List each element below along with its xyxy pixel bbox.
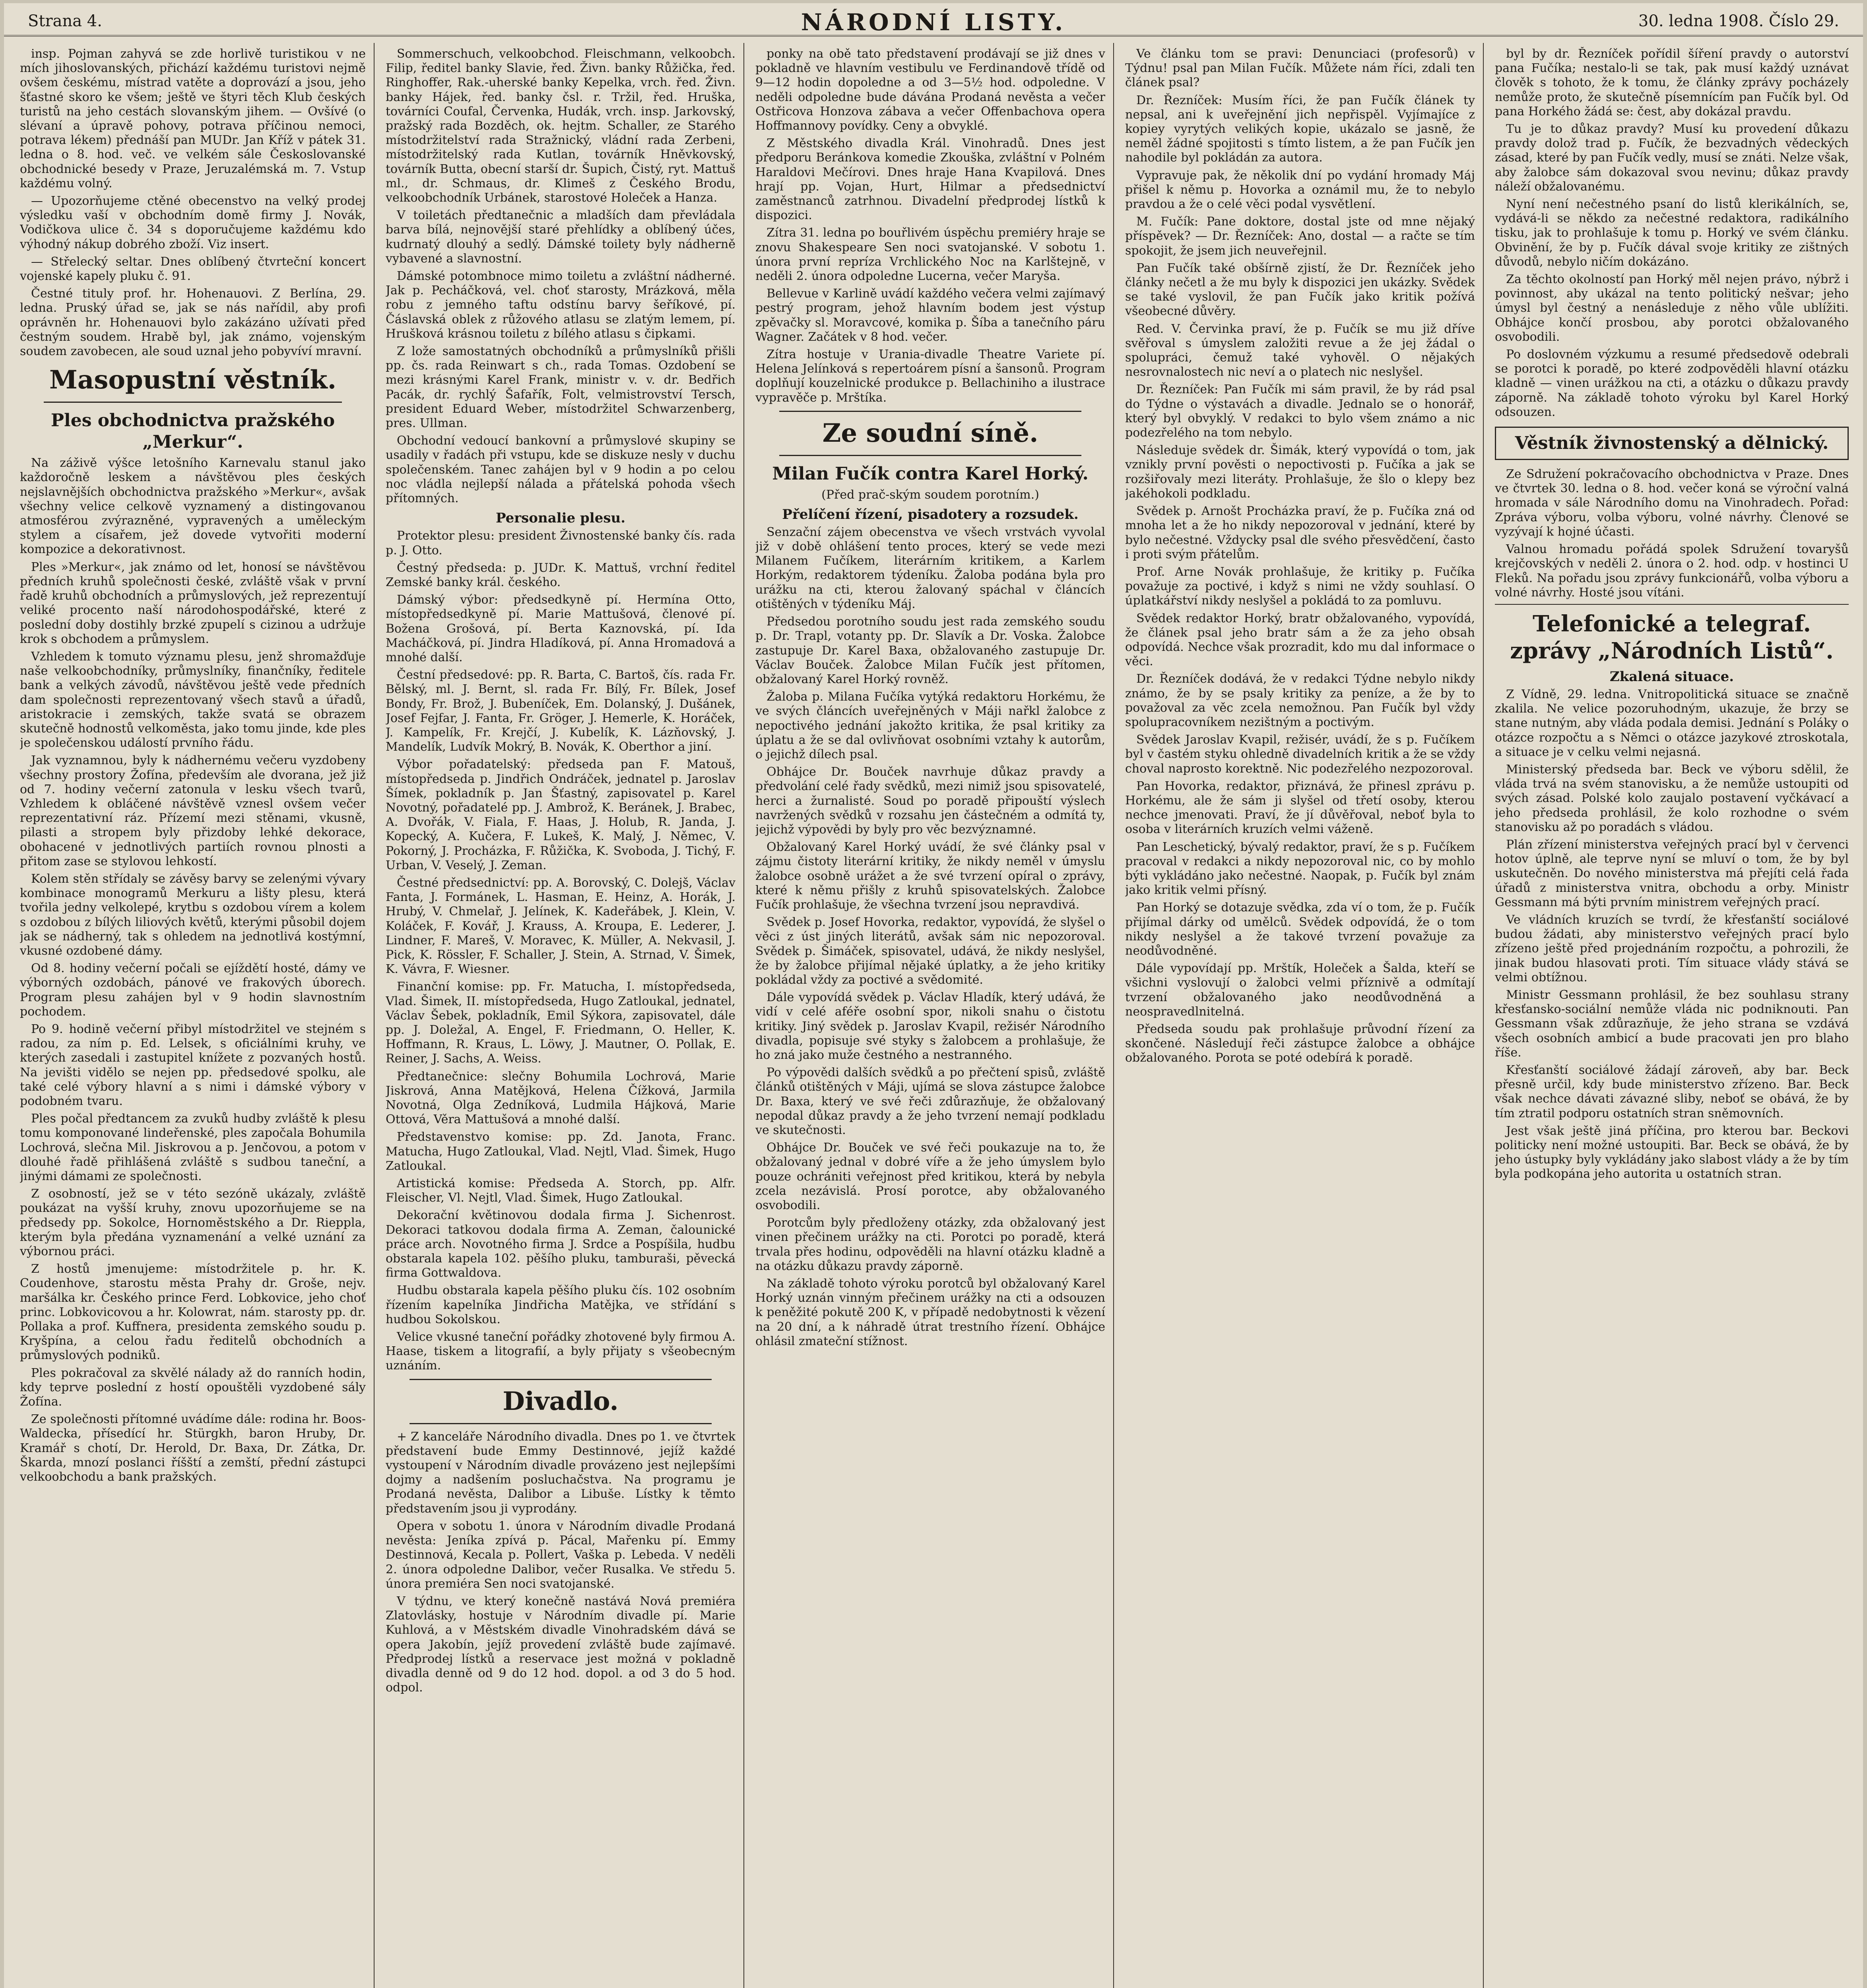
article-kicker: Přelíčení řízení, pisadotery a rozsudek. <box>782 506 1079 522</box>
paragraph: Red. V. Červinka praví, že p. Fučík se mu již dříve svěřoval s úmyslem založiti revue a že jej žádal o spolupráci, čemuž také vyhověl. O nějakých nesrovnalostech nic neví a o platech nic neslyšel. <box>1125 322 1475 379</box>
paragraph: insp. Pojman zahyvá se zde horlivě turistikou v ne mích jihoslovanských, přichází každému turistovi nejmě ovšem českému, místrad vatěte a doprovází a jsou, jeho šťastné skoro ke všem; ještě ve štyri těch Klub českých turistů na jeho cestách slovanským jihem. — Ovšívé (o slévaní a úpravě pohovy, potrava příčinou nemoci, potrava lékem) přednáší pan MUDr. Jan Kříž v pátek 31. ledna o 8. hod. več. ve velkém sále Českoslovanské obchodnické besedy v Praze, Jeruzalémská m. 7. Vstup každému volný. <box>20 47 366 190</box>
paragraph: Valnou hromadu pořádá spolek Sdružení tovaryšů krejčovských v neděli 2. února o 2. hod. odp. v hostinci U Fleků. Na pořadu jsou zprávy funkcionářů, volba výboru a volné návrhy. Hosté jsou vítáni. <box>1495 542 1849 600</box>
paragraph: Ze společnosti přítomné uvádíme dále: rodina hr. Boos-Waldecka, přísedící hr. Stürgkh, baron Hruby, Dr. Kramář s chotí, Dr. Herold, Dr. Baxa, Dr. Zátka, Dr. Škarda, mnozí poslanci říšští a zemští, přední zástupci velkoobchodu a bank pražských. <box>20 1412 366 1484</box>
paragraph: Pan Horký se dotazuje svědka, zda ví o tom, že p. Fučík přijímal dárky od umělců. Svědek odpovídá, že o tom nikdy neslyšel a že takové tvrzení považuje za neodůvodněné. <box>1125 901 1475 958</box>
column-rule <box>374 43 375 1988</box>
paragraph: Čestný předseda: p. JUDr. K. Mattuš, vrchní ředitel Zemské banky král. českého. <box>386 561 736 589</box>
section-heading: Ze soudní síně. <box>822 418 1038 448</box>
column-rule <box>743 43 744 1988</box>
paragraph: Finanční komise: pp. Fr. Matucha, I. místopředseda, Vlad. Šimek, II. místopředseda, Hugo Zatloukal, jednatel, Václav Šebek, pokladník, Emil Sýkora, zapisovatel, dále pp. J. Doležal, A. Engel, F. Friedmann, O. Heller, K. Hoffmann, R. Kraus, L. Löwy, J. Mautner, O. Pollak, E. Reiner, J. Sachs, A. Weiss. <box>386 980 736 1066</box>
paragraph: Svědek Jaroslav Kvapil, režisér, uvádí, že s p. Fučíkem byl v častém styku ohledně divadelních kritik a že se vždy choval naprosto korektně. Nic podezřelého nezpozoroval. <box>1125 733 1475 776</box>
paragraph: Ples pokračoval za skvělé nálady až do ranních hodin, kdy teprve poslední z hostí opouštěli vyzdobené sály Žofína. <box>20 1366 366 1409</box>
section-heading: Masopustní věstník. <box>49 365 336 395</box>
paragraph: Artistická komise: Předseda A. Storch, pp. Alfr. Fleischer, Vl. Nejtl, Vlad. Šimek, Hugo Zatloukal. <box>386 1176 736 1205</box>
paragraph: Čestní předsedové: pp. R. Barta, C. Bartoš, čís. rada Fr. Bělský, ml. J. Bernt, sl. rada Fr. Bílý, Fr. Bílek, Josef Bondy, Fr. Brož, J. Bubeníček, Em. Dolanský, J. Dušánek, Josef Fejfar, J. Fanta, Fr. Gröger, J. Hemerle, K. Horáček, J. Kampelík, Fr. Krejčí, J. Kubelík, K. Lázňovský, J. Mandelík, Ludvík Mokrý, B. Novák, K. Oberthor a jiní. <box>386 668 736 754</box>
column-5 <box>1495 47 1849 1988</box>
newspaper-page <box>4 3 1863 1988</box>
paragraph: Na záživě výšce letošního Karnevalu stanul jako každoročně leskem a návštěvou ples českých nejslavnějších obchodnictva pražského »Merkur«, avšak všechny velice celkově vyznamený a distingovanou atmosférou zvýrazněné, vypravených a uměleckým stylem a císařem, jež dovede vytvořiti moderní kompozice a dekorativnost. <box>20 456 366 557</box>
paragraph: Jak vyznamnou, byly k nádhernému večeru vyzdobeny všechny prostory Žofína, především ale dvorana, jež již od 7. hodiny večerní zatonula v lesku všech tvarů, Vzhledem k obláčené návštěvě vznesl ovšem večer reprezentativní ráz. Přízemí mezi stěnami, vkusně, pilasti a stropem byly přizdoby lehké dekorace, obohacené v jednotlivých partiích rovnou plnosti a přitom zase se stylovou lehkostí. <box>20 753 366 868</box>
paragraph: Z osobností, jež se v této sezóně ukázaly, zvláště poukázat na vyšší kruhy, znovu upozorňujeme se na předsedy pp. Sokolce, Hornoměstského a Dr. Rieppla, kterým byla předána vyznamenání a velké uznání za výbornou práci. <box>20 1187 366 1259</box>
notice: — Střelecký seltar. Dnes oblíbený čtvrteční koncert vojenské kapely pluku č. 91. <box>20 254 366 283</box>
paragraph: Z Městského divadla Král. Vinohradů. Dnes jest předporu Beránkova komedie Zkouška, zvláštní v Polném Haraldovi Mečírovi. Dnes hraje Hana Kvapilová. Dnes hrají pp. Vojan, Hurt, Hilmar a předsednictví zaměstnanců zatrhnou. Divadelní předprodej lístků k dispozici. <box>755 136 1105 223</box>
paragraph: Obhájce Dr. Bouček navrhuje důkaz pravdy a předvolání celé řady svědků, mezi nimiž jsou spisovatelé, herci a žurnalisté. Soud po poradě připouští výslech navržených svědků v rozsahu jen částečném a odmítá ty, jejichž výpovědi by byly pro věc bezvýznamné. <box>755 765 1105 837</box>
paragraph: Po výpovědi dalších svědků a po přečtení spisů, zvláště článků otištěných v Máji, ujímá se slova zástupce žalobce Dr. Baxa, který ve své řeči zdůrazňuje, že obžalovaný nepodal důkaz pravdy a že jeho tvrzení nemají podkladu ve skutečnosti. <box>755 1066 1105 1137</box>
paragraph: Svědek p. Josef Hovorka, redaktor, vypovídá, že slyšel o věci z úst jiných literátů, avšak sám nic nepozoroval. Svědek p. Šimáček, spisovatel, udává, že nikdy neslyšel, že by žalobce přijímal nějaké úplatky, a že jeho kritiky pokládal vždy za poctivé a svědomité. <box>755 915 1105 987</box>
paragraph: Z Vídně, 29. ledna. Vnitropolitická situace se značně zkalila. Ne velice pozoruhodným, ukazuje, že brzy se stane nutným, aby vláda podala demisi. Jednání s Poláky o otázce rozpočtu a s Němci o otázce jazykové ztroskotala, a situace je v celku velmi nejasná. <box>1495 687 1849 759</box>
paragraph: Dámské potombnoce mimo toiletu a zvláštní nádherné. Jak p. Pecháčková, vel. choť starosty, Mrázková, měla robu z jemného taftu odstínu barvy šeříkové, pí. Čáslavská oblek z růžového atlasu se zlatým lemem, pí. Hrušková krásnou toiletu z bílého atlasu s čipkami. <box>386 269 736 341</box>
paragraph: Z hostů jmenujeme: místodržitele p. hr. K. Coudenhove, starostu města Prahy dr. Groše, nejv. maršálka kr. Českého prince Ferd. Lobkovice, jeho choť princ. Lobkovicovou a hr. Kolowrat, nám. starosty pp. dr. Pollaka a prof. Kuffnera, presidenta zemského soudu p. Kryšpína, a celou řadu ředitelů obchodních a průmyslových podniků. <box>20 1262 366 1363</box>
notice: Čestné tituly prof. hr. Hohenauovi. Z Berlína, 29. ledna. Pruský úřad se, jak se nás nařídil, aby profi oprávněn hr. Hohenauovi bylo zakázáno užívati před čestným soudem. Hrabě byl, jak známo, vojenským soudem zavobecen, ale soud uznal jeho pobyvíví mravní. <box>20 287 366 359</box>
column-rule <box>1483 43 1484 1988</box>
paragraph: Následuje svědek dr. Šimák, který vypovídá o tom, jak vznikly první pověsti o nepoctivosti p. Fučíka a jak se rozšiřovaly mezi literáty. Prohlašuje, že šlo o klepy bez jakéhokoli podkladu. <box>1125 443 1475 501</box>
paragraph: Bellevue v Karlině uvádí každého večera velmi zajímavý pestrý program, jehož hlavním bodem jest výstup zpěvačky sl. Moravcové, komika p. Šíba a tanečního páru Wagner. Začátek v 8 hod. večer. <box>755 287 1105 344</box>
divider <box>44 402 342 403</box>
paragraph: V týdnu, ve který konečně nastává Nová premiéra Zlatovlásky, hostuje v Národním divadle pí. Marie Kuhlová, a v Městském divadle Vinohradském dává se opera Jakobín, jejíž provedení zvláště bude zajímavé. Předprodej lístků a reservace jest možná v pokladně divadla denně od 9 do 12 hod. dopol. a od 3 do 5 hod. odpol. <box>386 1594 736 1695</box>
paragraph: Dekorační květinovou dodala firma J. Sichenrost. Dekoraci tatkovou dodala firma A. Zeman, čalounické práce arch. Novotného firma J. Srdce a Pospíšila, hudbu obstarala kapela 102. pěšího pluku, tamburaši, pěvecká firma Gottwaldova. <box>386 1208 736 1280</box>
paragraph: Protektor plesu: president Živnostenské banky čís. rada p. J. Otto. <box>386 529 736 557</box>
subsection-heading: Personalie plesu. <box>495 510 626 526</box>
article-title: Milan Fučík contra Karel Horký. <box>772 463 1089 484</box>
paragraph: Dr. Řezníček: Pan Fučík mi sám pravil, že by rád psal do Týdne o výstavách a divadle. Jednalo se o honorář, který byl obvyklý. V redakci to bylo všem známo a nic podezřelého na tom nebylo. <box>1125 382 1475 440</box>
paragraph: Vzhledem k tomuto významu plesu, jenž shromažďuje naše velkoobchodníky, průmyslníky, finančníky, ředitele bank a velkých závodů, návštěvou ještě vede předních dam společnosti reprezentovaný všech stavů a úřadů, aristokracie i zemských, takže svatá se obrazem skutečně hodnostů velkoměsta, jako tomu jinde, kde ples je společenskou událostí prvního řádu. <box>20 649 366 750</box>
paragraph: Výbor pořadatelský: předseda pan F. Matouš, místopředseda p. Jindřich Ondráček, jednatel p. Jaroslav Šímek, pokladník p. Jan Šťastný, zapisovatel p. Karel Novotný, pořadatelé pp. J. Ambrož, K. Beránek, J. Brabec, A. Dvořák, V. Fiala, F. Haas, J. Holub, R. Janda, J. Kopecký, A. Kučera, F. Lukeš, K. Malý, J. Němec, V. Pokorný, J. Procházka, F. Růžička, K. Svoboda, J. Tichý, F. Urban, V. Veselý, J. Zeman. <box>386 757 736 872</box>
paragraph: M. Fučík: Pane doktore, dostal jste od mne nějaký příspěvek? — Dr. Řezníček: Ano, dostal — a račte se tím spokojit, že jsem jich neuveřejnil. <box>1125 215 1475 258</box>
paragraph: Po doslovném výzkumu a resumé předsedově odebrali se porotci k poradě, po které zodpověděli hlavní otázku kladně — vinen urážkou na cti, a otázku o důkazu pravdy záporně. Na základě tohoto výroku byl Karel Horký odsouzen. <box>1495 348 1849 419</box>
paragraph: Křesťanští sociálové žádají zároveň, aby bar. Beck přesně určil, kdy bude ministerstvo zřízeno. Bar. Beck však nechce dávati závazné sliby, neboť se obává, že by tím ztratil podporu ostatních stran sněmovních. <box>1495 1063 1849 1120</box>
article-subtitle: Zkalená situace. <box>1609 668 1734 685</box>
paragraph: Předseda soudu pak prohlašuje průvodní řízení za skončené. Následují řeči zástupce žalobce a obhájce obžalovaného. Porota se poté odebírá k poradě. <box>1125 1022 1475 1065</box>
paragraph: Jest však ještě jiná příčina, pro kterou bar. Beckovi politicky není možné ustoupiti. Bar. Beck se obává, že by jeho ústupky byly vykládány jako slabost vlády a že by tím byla podkopána jeho autorita u ostatních stran. <box>1495 1124 1849 1181</box>
paragraph: Ve vládních kruzích se tvrdí, že křesťanští sociálové budou žádati, aby ministerstvo veřejných prací bylo zřízeno ještě před projednáním rozpočtu, a pohrozili, že jinak budou hlasovati proti. Tím situace vlády stává se velmi obtížnou. <box>1495 912 1849 984</box>
paragraph: Pan Leschetický, bývalý redaktor, praví, že s p. Fučíkem pracoval v redakci a nikdy nepozoroval nic, co by mohlo býti vykládáno jako nečestné. Naopak, p. Fučík byl znám jako kritik velmi přísný. <box>1125 840 1475 897</box>
paragraph: Ze Sdružení pokračovacího obchodnictva v Praze. Dnes ve čtvrtek 30. ledna o 8. hod. večer koná se výroční valná hromada v sále Národního domu na Vinohradech. Pořad: Zpráva výboru, volba výboru, volné návrhy. Členové se vyzývají k hojné účasti. <box>1495 467 1849 539</box>
paragraph: V toiletách předtanečnic a mladších dam převládala barva bílá, nejnovější staré přehlídky a oblíbený účes, kudrnatý dlouhý a sedlý. Dámské toilety byly nádherně vybavené a slavnostní. <box>386 208 736 266</box>
section-heading: Telefonické a telegraf. zprávy „Národních Listů“. <box>1510 610 1834 664</box>
page-number: Strana 4. <box>28 12 102 30</box>
paragraph: Od 8. hodiny večerní počali se ejíždětí hosté, dámy ve výborných ozdobách, pánové ve frakových úborech. Program plesu zahájen byl v 9 hodin slavnostním pochodem. <box>20 961 366 1019</box>
section-box <box>1495 427 1849 460</box>
notice: — Upozorňujeme ctěné obecenstvo na velký prodej výsledku vaší v obchodním domě firmy J. Novák, Vodičkova ulice č. 34 s doporučujeme každému kdo výhodný nákup dobrého zboží. Viz insert. <box>20 194 366 251</box>
article-subtitle: (Před prač-ským soudem porotním.) <box>821 487 1039 502</box>
paragraph: Svědek p. Arnošt Procházka praví, že p. Fučíka zná od mnoha let a že ho nikdy nepozoroval v jednání, které by bylo nečestné. Vždycky psal dle svého přesvědčení, často i proti svým přátelům. <box>1125 504 1475 561</box>
section-heading: Věstník živnostenský a dělnický. <box>1515 433 1829 454</box>
divider <box>1495 604 1849 605</box>
paragraph: ponky na obě tato představení prodávají se již dnes v pokladně ve hlavním vestibulu ve Ferdinandově třídě od 9—12 hodin dopoledne a od 3—5½ hod. odpoledne. V neděli odpoledne bude dávána Prodaná nevěsta a večer Ostřicova Honzova zábava a večer Offenbachova opera Hoffmannovy povídky. Ceny a obvyklé. <box>755 47 1105 133</box>
divider <box>409 1423 712 1424</box>
paragraph: Předsedou porotního soudu jest rada zemského soudu p. Dr. Trapl, votanty pp. Dr. Slavík a Dr. Voska. Žalobce zastupuje Dr. Karel Baxa, obžalovaného zastupuje Dr. Václav Bouček. Žalobce Milan Fučík jest přítomen, obžalovaný Karel Horký rovněž. <box>755 615 1105 686</box>
column-2 <box>386 47 736 1988</box>
paragraph: Za těchto okolností pan Horký měl nejen právo, nýbrž i povinnost, aby ukázal na tento politický nešvar; jeho úmysl byl čestný a nenásleduje z něho vůle ublížiti. Obhájce končí prosbou, aby porotci obžalovaného osvobodili. <box>1495 272 1849 344</box>
paragraph: Svědek redaktor Horký, bratr obžalovaného, vypovídá, že článek psal jeho bratr sám a že za jeho obsah odpovídá. Nechce však prozradit, kdo mu dal informace o věci. <box>1125 611 1475 669</box>
masthead-title: NÁRODNÍ LISTY. <box>801 9 1066 36</box>
paragraph: Vypravuje pak, že několik dní po vydání hromady Máj přišel k němu p. Hovorka a oznámil mu, že to nebylo pravdou a že o celé věci podal vysvětlení. <box>1125 168 1475 212</box>
paragraph: Nyní není nečestného psaní do listů klerikálních, se, vydává-li se někdo za nečestné redaktora, radikálního tisku, jak to prohlašuje k tomu p. Horký ve svém článku. Obvinění, že by p. Fučík dával svoje kritiky ze zištných důvodů, nebylo ničím dokázáno. <box>1495 197 1849 269</box>
section-heading: Divadlo. <box>503 1386 619 1416</box>
column-1 <box>20 47 366 1988</box>
issue-date: 30. ledna 1908. Číslo 29. <box>1638 12 1839 30</box>
paragraph: Ples »Merkur«, jak známo od let, honosí se návštěvou předních kruhů společnosti české, zvláště však v první řadě kruhů obchodních a průmyslových, jež reprezentují veliké procento naší národohospodářské, které z poslední doby dostihly brzké zpupelí s cizinou a udržuje krok s obchodem a průmyslem. <box>20 560 366 646</box>
paragraph: Z lože samostatných obchodníků a průmyslníků přišli pp. čs. rada Reinwart s ch., rada Tomas. Ozdobení se mezi krásnými Karel Frank, ministr v. v. dr. Bedřich Pacák, dr. rychlý Šafařík, Folt, velmistrovství Tersch, president Eduard Weber, místodržitel Schwarzenberg, pres. Ullman. <box>386 344 736 431</box>
paragraph: Hudbu obstarala kapela pěšího pluku čís. 102 osobním řízením kapelníka Jindřicha Matějka, ve střídání s hudbou Sokolskou. <box>386 1283 736 1326</box>
paragraph: Dr. Řezníček: Musím říci, že pan Fučík článek ty nepsal, ani k uveřejnění jich nepřispěl. Vyjímajíce z kopiey vyrytých velikých kopie, ukázalo se jasně, že neměl žádné spojitosti s tímto listem, a že pan Fučík jen nahodile byl pokládán za autora. <box>1125 93 1475 165</box>
page-header <box>4 3 1863 37</box>
paragraph: byl by dr. Řezníček pořídil šíření pravdy o autorství pana Fučíka; nestalo-li se tak, pak musí každý uznávat člověk s tohoto, že k tomu, že články zprávy pocházely nemůže proto, že skutečně písemnícím pan Fučík byl. Od pana Horkého žádá se: čest, aby dokázal pravdu. <box>1495 47 1849 118</box>
paragraph: Čestné předsednictví: pp. A. Borovský, C. Dolejš, Václav Fanta, J. Formánek, L. Hasman, E. Heinz, A. Horák, J. Hrubý, V. Chmelař, J. Jelínek, K. Kadeřábek, J. Klein, V. Koláček, F. Kovář, J. Krauss, A. Kroupa, E. Lederer, J. Lindner, F. Mareš, V. Moravec, K. Müller, A. Nekvasil, J. Pick, K. Rössler, F. Schaller, J. Stein, A. Strnad, V. Šimek, K. Vávra, F. Wiesner. <box>386 876 736 977</box>
column-rule <box>1113 43 1114 1988</box>
paragraph: Na základě tohoto výroku porotců byl obžalovaný Karel Horký uznán vinným přečinem urážky na cti a odsouzen k peněžité pokutě 200 K, v případě nedobytnosti k vězení na 20 dní, a k náhradě útrat trestního řízení. Obhájce ohlásil zmateční stížnost. <box>755 1277 1105 1348</box>
paragraph: Zítra 31. ledna po bouřlivém úspěchu premiéry hraje se znovu Shakespeare Sen noci svatojanské. V sobotu 1. února první repríza Vrchlického Noc na Karlštejně, v neděli 2. února odpoledne Lucerna, večer Maryša. <box>755 226 1105 283</box>
paragraph: Ples počal předtancem za zvuků hudby zvláště k plesu tomu komponované lindeřenské, ples započala Bohumila Lochrová, slečna Mil. Jiskrovou a p. Jenčovou, a potom v dlouhé řadě přihlášená zvláště s sudbou taneční, a jinými dámami ze společnosti. <box>20 1112 366 1184</box>
paragraph: Ministerský předseda bar. Beck ve výboru sdělil, že vláda trvá na svém stanovisku, a že nemůže ustoupiti od svých zásad. Polské kolo zaujalo postavení vyčkávací a jeho předseda prohlásil, že kolo rozhodne o svém stanovisku až po poradách s vládou. <box>1495 762 1849 834</box>
article-title: Ples obchodnictva pražského „Merkur“. <box>50 410 335 452</box>
paragraph: Dr. Řezníček dodává, že v redakci Týdne nebylo nikdy známo, že by se psaly kritiky za peníze, a že by to považoval za věc zcela nemožnou. Pan Fučík byl vždy spolupracovníkem nezištným a poctivým. <box>1125 672 1475 729</box>
paragraph: Dámský výbor: předsedkyně pí. Hermína Otto, místopředsedkyně pí. Marie Mattušová, členové pí. Božena Grošová, pí. Berta Kaznovská, pí. Ida Macháčková, pí. Jindra Hladíková, pí. Anna Hromadová a mnohé další. <box>386 593 736 664</box>
paragraph: Kolem stěn střídaly se závěsy barvy se zelenými vývary kombinace monogramů Merkuru a lišty plesu, která tvořila jedny velkolepé, krytbu s ozdobou vírem a kolem s ozdobou z bílých liliových květů, kterými působil dojem jak se nádherný, tak s ohledem na jednotlivá kostýmní, vkusné ozdobené dámy. <box>20 872 366 958</box>
paragraph: Předtanečnice: slečny Bohumila Lochrová, Marie Jiskrová, Anna Matějková, Helena Čížková, Jarmila Novotná, Olga Zedníková, Ludmila Hájková, Marie Ottová, Věra Mattušová a mnohé další. <box>386 1069 736 1127</box>
paragraph: Pan Fučík také obšírně zjistí, že Dr. Řezníček jeho články nečetl a že mu byly k dispozici jen ukázky. Svědek se také vyslovil, že pan Fučík jako kritik požívá všeobecné důvěry. <box>1125 261 1475 318</box>
divider <box>779 455 1081 456</box>
paragraph: Obchodní vedoucí bankovní a průmyslové skupiny se usadily v řadách při vstupu, kde se diskuze nesly v duchu společenském. Tanec zahájen byl v 9 hodin a po celou noc vládla nejlepší nálada a přátelská pohoda všech přítomných. <box>386 434 736 506</box>
column-3 <box>755 47 1105 1988</box>
paragraph: Tu je to důkaz pravdy? Musí ku provedení důkazu pravdy dolož trad p. Fučík, že bezvadných vědeckých zásad, které by pan Fučík vedly, musí se znáti. Nelze však, aby žalobce sám dokazoval svou nevinu; důkaz pravdy náleží obžalovanému. <box>1495 122 1849 194</box>
paragraph: Obhájce Dr. Bouček ve své řeči poukazuje na to, že obžalovaný jednal v dobré víře a že jeho úmyslem bylo pouze ochrániti veřejnost před kritikou, která by nebyla zcela nezávislá. Prosí porotce, aby obžalovaného osvobodili. <box>755 1141 1105 1213</box>
paragraph: Zítra hostuje v Urania-divadle Theatre Variete pí. Helena Jelínková s repertoárem písní a šansonů. Program doplňují kouzelnické produkce p. Bellachiniho a ilustrace vypravěče p. Mrštíka. <box>755 348 1105 405</box>
paragraph: Ministr Gessmann prohlásil, že bez souhlasu strany křesťansko-sociální nemůže vláda nic podniknouti. Pan Gessmann však zdůrazňuje, že jeho strana se vzdává všech osobních ambicí a bude pracovati jen pro blaho říše. <box>1495 988 1849 1060</box>
paragraph: Ve článku tom se pravi: Denunciaci (profesorů) v Týdnu! psal pan Milan Fučík. Můžete nám říci, zdali ten článek psal? <box>1125 47 1475 90</box>
paragraph: Porotcům byly předloženy otázky, zda obžalovaný jest vinen přečinem urážky na cti. Porotci po poradě, která trvala přes hodinu, odpověděli na hlavní otázku kladně a na otázku důkazu pravdy záporně. <box>755 1216 1105 1273</box>
paragraph: Představenstvo komise: pp. Zd. Janota, Franc. Matucha, Hugo Zatloukal, Vlad. Nejtl, Vlad. Šimek, Hugo Zatloukal. <box>386 1130 736 1173</box>
divider <box>779 411 1081 412</box>
paragraph: Sommerschuch, velkoobchod. Fleischmann, velkoobch. Filip, ředitel banky Slavie, řed. Živn. banky Růžička, řed. Ringhoffer, Rak.-uherské banky Kepelka, vrch. řed. Živn. banky Hájek, řed. banky čsl. r. Tržil, řed. Hruška, továrníci Coufal, Červenka, Hudák, vrch. insp. Jarkovský, pražský rada Bozděch, ok. hejtm. Schaller, ze Starého místodržitelství rada Stražnický, vládní rada Zerbeni, místodržitelský rada Kutlan, továrník Hněvkovský, továrník Butta, obecní starší dr. Šupich, Čistý, ryt. Mattuš ml., dr. Schmaus, dr. Klimeš z Českého Brodu, velkoobchodník Urbánek, starostové Holeček a Hanza. <box>386 47 736 205</box>
column-4 <box>1125 47 1475 1988</box>
paragraph: Pan Hovorka, redaktor, přiznává, že přinesl zprávu p. Horkému, ale že sám ji slyšel od třetí osoby, kterou nechce jmenovati. Praví, že jí důvěřoval, neboť byla to osoba v literárních kruzích velmi váženě. <box>1125 779 1475 837</box>
paragraph: Obžalovaný Karel Horký uvádí, že své články psal v zájmu čistoty literární kritiky, že nikdy neměl v úmyslu žalobce osobně urážet a že své tvrzení opíral o zprávy, které k němu přišly z kruhů spisovatelských. Žalobce Fučík prohlašuje, že všechna tvrzení jsou nepravdivá. <box>755 840 1105 912</box>
paragraph: Plán zřízení ministerstva veřejných prací byl v červenci hotov úplně, ale teprve nyní se mluví o tom, že by byl uskutečněn. Do nového ministerstva má přejíti celá řada úřadů z ministerstva vnitra, obchodu a orby. Ministr Gessmann má býti prvním ministrem veřejných prací. <box>1495 837 1849 909</box>
paragraph: Po 9. hodině večerní přibyl místodržitel ve stejném s radou, za ním p. Ed. Lelsek, s oficiálními kruhy, ve kterých zasedali i zastupitel knížete z pozvaných hostů. Na jevišti vidělo se nejen pp. předsedové spolku, ale také celé výbory hlavní a s nimi i dámské výbory v podobném tvaru. <box>20 1022 366 1108</box>
paragraph: + Z kanceláře Národního divadla. Dnes po 1. ve čtvrtek představení bude Emmy Destinnové, jejíž každé vystoupení v Národním divadle provázeno jest nejlepšími dojmy a nadšením posluchačstva. Na programu je Prodaná nevěsta, Dalibor a Libuše. Lístky k těmto představením jsou ji vyprodány. <box>386 1429 736 1516</box>
divider <box>409 1379 712 1380</box>
paragraph: Dále vypovídá svědek p. Václav Hladík, který udává, že vidí v celé aféře osobní spor, nikoli snahu o čistotu kritiky. Jiný svědek p. Jaroslav Kvapil, režisér Národního divadla, popisuje své styky s žalobcem a prohlašuje, že ho zná jako muže čestného a nestranného. <box>755 990 1105 1062</box>
paragraph: Žaloba p. Milana Fučíka vytýká redaktoru Horkému, že ve svých článcích uveřejněných v Máji nařkl žalobce z nepoctivého jednání jakožto kritika, že psal kritiky za úplatu a že se dal ovlivňovat osobními vztahy k autorům, o jejichž dílech psal. <box>755 690 1105 761</box>
paragraph: Velice vkusné taneční pořádky zhotovené byly firmou A. Haase, tiskem a litografií, a byly přijaty s všeobecným uznáním. <box>386 1330 736 1373</box>
paragraph: Senzační zájem obecenstva ve všech vrstvách vyvolal již v době ohlášení tento proces, který se vede mezi Milanem Fučíkem, literárním kritikem, a Karlem Horkým, redaktorem týdeníku. Žaloba podána byla pro urážku na cti, kterou žalovaný spáchal v článcích otištěných v týdeníku Máj. <box>755 525 1105 611</box>
paragraph: Opera v sobotu 1. února v Národním divadle Prodaná nevěsta: Jeníka zpívá p. Pácal, Mařenku pí. Emmy Destinnová, Kecala p. Pollert, Vaška p. Lebeda. V neděli 2. února odpoledne Dalibor, večer Rusalka. Ve středu 5. února premiéra Sen noci svatojanské. <box>386 1519 736 1591</box>
paragraph: Dále vypovídají pp. Mrštík, Holeček a Šalda, kteří se všichni vyslovují o žalobci velmi příznivě a odmítají tvrzení obžalovaného jako neodůvodněná a neospravedlnitelná. <box>1125 961 1475 1019</box>
paragraph: Prof. Arne Novák prohlašuje, že kritiky p. Fučíka považuje za poctivé, i když s nimi ne vždy souhlasí. O úplatkářství nikdy neslyšel a pokládá to za pomluvu. <box>1125 565 1475 608</box>
